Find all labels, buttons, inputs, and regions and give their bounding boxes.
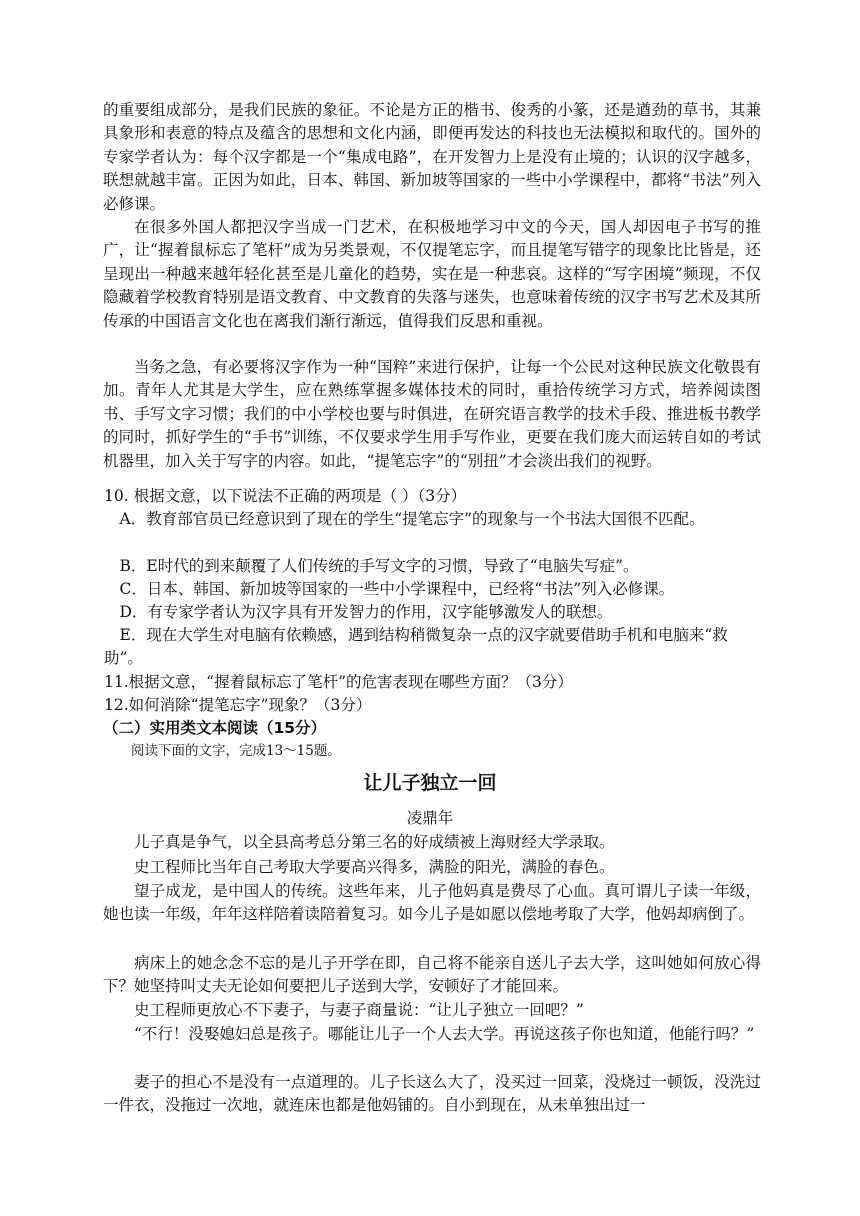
story-title: 让儿子独立一回 xyxy=(363,772,497,794)
passage-paragraph-3: 当务之急，有必要将汉字作为一种“国粹”来进行保护，让每一个公民对这种民族文化敬畏有加。青年人尤其是大学生，应在熟练掌握多媒体技术的同时，重拾传统学习方式，培养阅读图书、手写文字习惯；我们的中小学校也要与时俱进，在研究语言教学的技术手段、推进板书教学的同时，抓好学生的“手书”训练，不仅要求学生用手写作业，更要在我们庞大而运转自如的考试机器里，加入关于写字的内容。如此，“提笔忘字”的“别扭”才会淡出我们的视野。 xyxy=(103,358,761,470)
question-10-option-c: C．日本、韩国、新加坡等国家的一些中小学课程中，已经将“书法”列入必修课。 xyxy=(119,580,675,598)
question-10-option-b: B．E时代的到来颠覆了人们传统的手写文字的习惯，导致了“电脑失写症”。 xyxy=(119,557,639,575)
question-10-option-d: D．有专家学者认为汉字具有开发智力的作用，汉字能够激发人的联想。 xyxy=(119,603,613,621)
question-11: 11.根据文意，“握着鼠标忘了笔杆”的危害表现在哪些方面？（3分） xyxy=(104,673,573,691)
story-paragraph-4: 病床上的她念念不忘的是儿子开学在即，自己将不能亲自送儿子去大学，这叫她如何放心得下？她坚持叫丈夫无论如何要把儿子送到大学，安顿好了才能回来。 xyxy=(103,954,761,996)
story-paragraph-7: 妻子的担心不是没有一点道理的。儿子长这么大了，没买过一回菜，没烧过一顿饭，没洗过一件衣，没拖过一次地，就连床也都是他妈铺的。自小到现在，从未单独出过一 xyxy=(103,1073,761,1115)
question-10-option-e: E．现在大学生对电脑有依赖感，遇到结构稍微复杂一点的汉字就要借助手机和电脑来“救助”。 xyxy=(104,626,728,668)
passage-paragraph-1: 的重要组成部分，是我们民族的象征。不论是方正的楷书、俊秀的小篆，还是遒劲的草书，其兼具象形和表意的特点及蕴含的思想和文化内涵，即便再发达的科技也无法模拟和取代的。国外的专家学者认为：每个汉字都是一个“集成电路”，在开发智力上是没有止境的；认识的汉字越多，联想就越丰富。正因为如此，日本、韩国、新加坡等国家的一些中小学课程中，都将“书法”列入必修课。 xyxy=(103,101,761,213)
section-2-instruction: 阅读下面的文字，完成13～15题。 xyxy=(131,743,341,759)
story-author: 凌鼎年 xyxy=(406,809,454,827)
story-paragraph-6: “不行！没娶媳妇总是孩子。哪能让儿子一个人去大学。再说这孩子你也知道，他能行吗？” xyxy=(134,1025,755,1043)
question-10-option-a: A．教育部官员已经意识到了现在的学生“提笔忘字”的现象与一个书法大国很不匹配。 xyxy=(119,510,705,528)
story-paragraph-5: 史工程师更放心不下妻子，与妻子商量说：“让儿子独立一回吧？” xyxy=(134,1001,584,1019)
section-2-heading: （二）实用类文本阅读（15分） xyxy=(103,719,327,737)
question-12: 12.如何消除“提笔忘字”现象？（3分） xyxy=(104,696,372,714)
question-10-stem: 10. 根据文意，以下说法不正确的两项是（ ）（3分） xyxy=(104,487,467,505)
story-paragraph-1: 儿子真是争气，以全县高考总分第三名的好成绩被上海财经大学录取。 xyxy=(134,833,615,851)
passage-paragraph-2: 在很多外国人都把汉字当成一门艺术，在积极地学习中文的今天，国人却因电子书写的推广，让“握着鼠标忘了笔杆”成为另类景观，不仅提笔忘字，而且提笔写错字的现象比比皆是，还呈现出一种越来越年轻化甚至是儿童化的趋势，实在是一种悲哀。这样的“写字困境”频现，不仅隐藏着学校教育特别是语文教育、中文教育的失落与迷失，也意味着传统的汉字书写艺术及其所传承的中国语言文化也在离我们渐行渐远，值得我们反思和重视。 xyxy=(103,218,761,330)
story-paragraph-2: 史工程师比当年自己考取大学要高兴得多，满脸的阳光，满脸的春色。 xyxy=(134,858,615,876)
story-paragraph-3: 望子成龙，是中国人的传统。这些年来，儿子他妈真是费尽了心血。真可谓儿子读一年级，她也读一年级，年年这样陪着读陪着复习。如今儿子是如愿以偿地考取了大学，他妈却病倒了。 xyxy=(103,882,761,924)
